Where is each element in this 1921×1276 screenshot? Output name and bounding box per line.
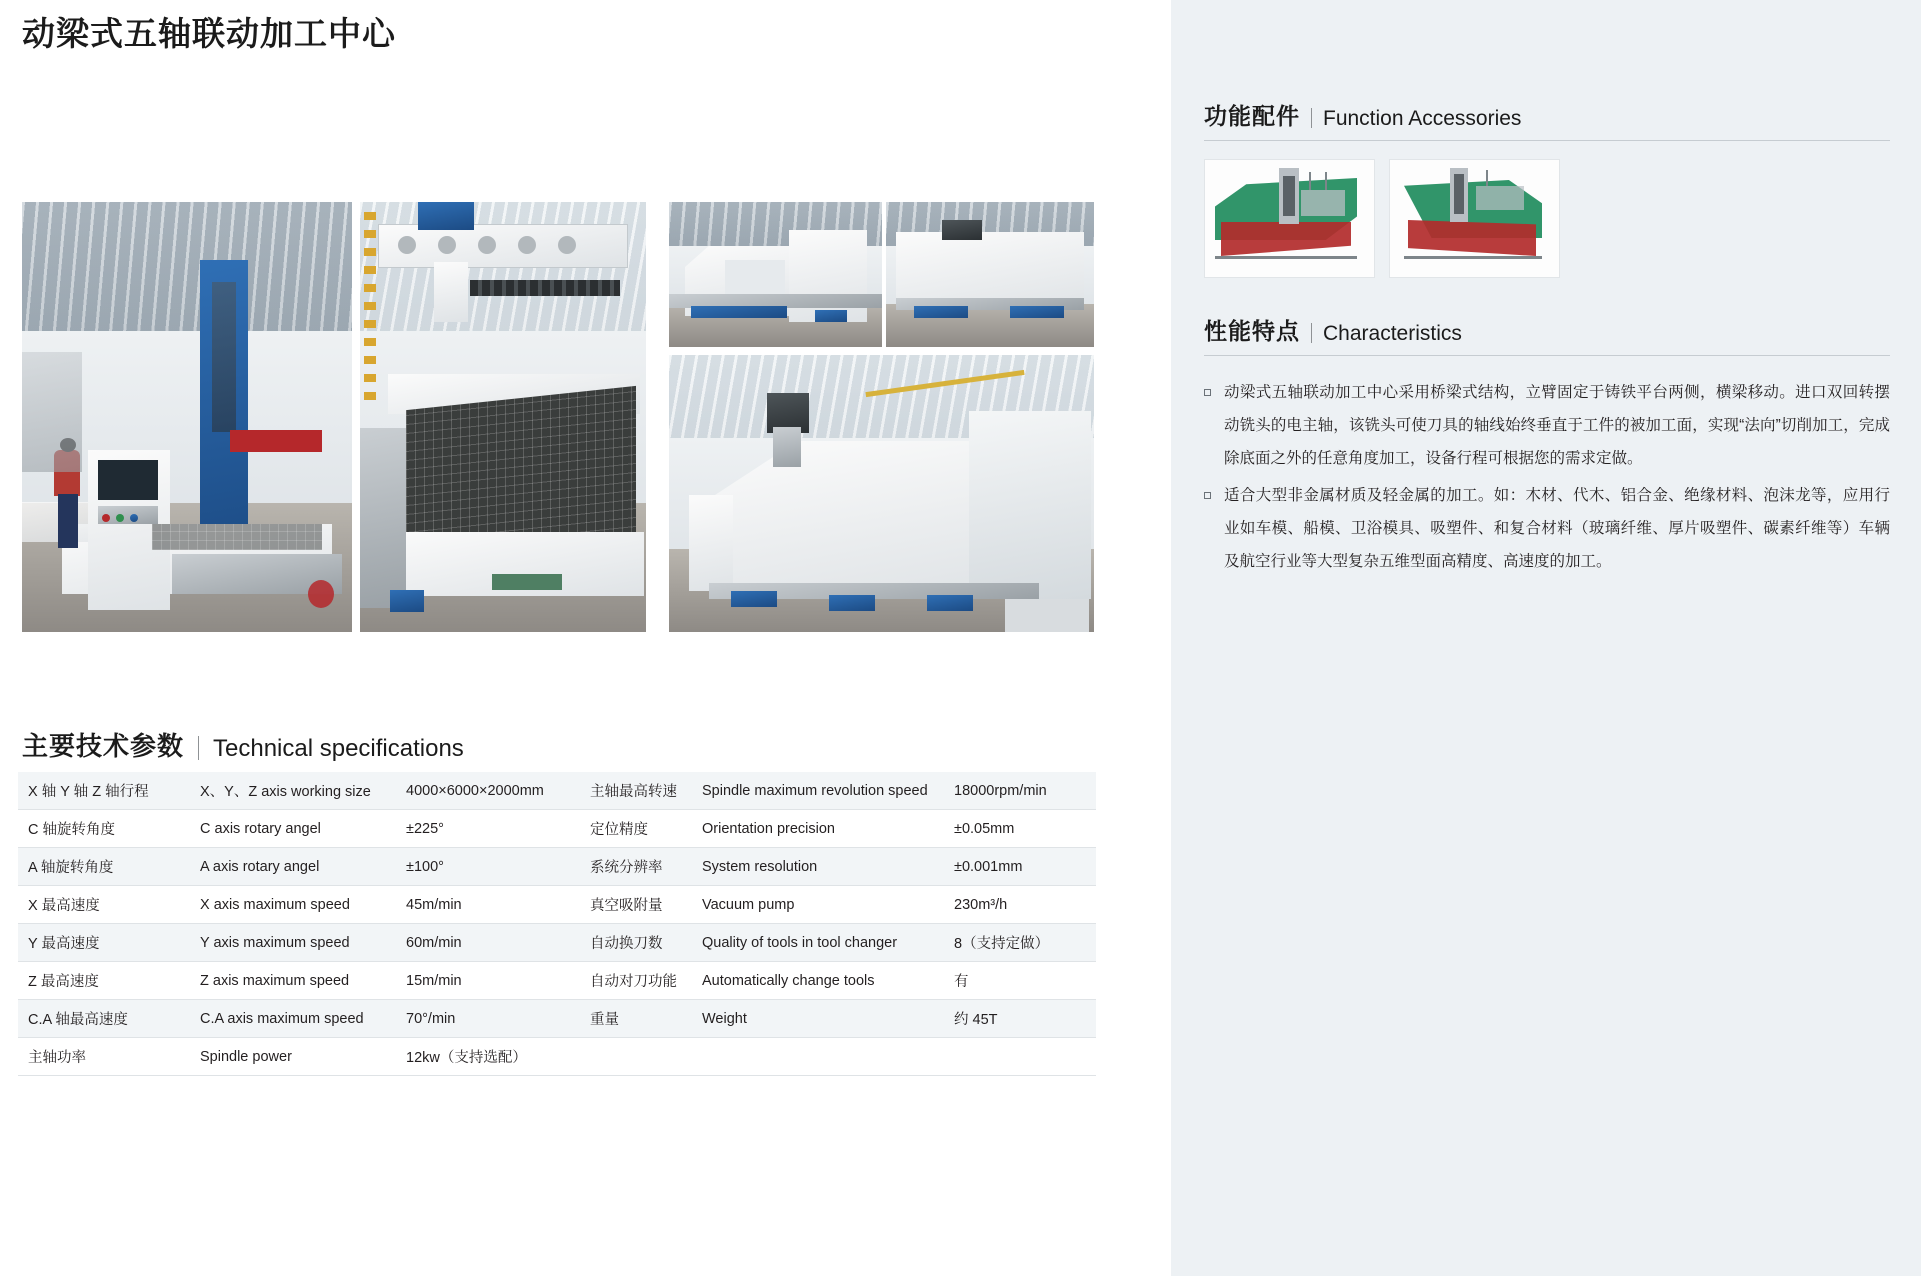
cell-label2-cn: 自动换刀数	[590, 936, 663, 952]
cell-label2-cn: 主轴最高转速	[590, 784, 677, 800]
cell-label-cn: X 最高速度	[28, 898, 100, 914]
section-rule	[1204, 140, 1890, 141]
section-rule	[1204, 355, 1890, 356]
cell-label-en: A axis rotary angel	[200, 858, 320, 875]
heading-divider	[1311, 108, 1312, 128]
cell-label-en: Spindle power	[200, 1048, 292, 1065]
cell-value2: 18000rpm/min	[954, 782, 1047, 799]
cell-label2-cn: 真空吸附量	[590, 898, 663, 914]
cell-label-en: X axis maximum speed	[200, 896, 350, 913]
spec-heading-cn: 主要技术参数	[22, 731, 185, 761]
table-row	[18, 1000, 1096, 1038]
cell-value: ±100°	[406, 858, 444, 875]
photo-gallery	[22, 202, 1094, 632]
cell-value2: 8（支持定做）	[954, 936, 1050, 952]
function-accessories-section	[1204, 98, 1890, 278]
cell-label-en: Y axis maximum speed	[200, 934, 350, 951]
table-row	[18, 1038, 1096, 1076]
cell-value: 45m/min	[406, 896, 462, 913]
cell-label2-cn: 定位精度	[590, 822, 648, 838]
ch-heading-en: Characteristics	[1323, 322, 1462, 345]
cell-label2-en: Weight	[702, 1010, 747, 1027]
cell-label-en: C.A axis maximum speed	[200, 1010, 364, 1027]
technical-specifications-table	[18, 772, 1096, 1076]
list-item-text: 适合大型非金属材质及轻金属的加工。如：木材、代木、铝合金、绝缘材料、泡沫龙等，应用行业如车模、船模、卫浴模具、吸塑件、和复合材料（玻璃纤维、厚片吸塑件、碳素纤维等）车辆及航空行业等大型复杂五维型面高精度、高速度的加工。	[1224, 487, 1890, 570]
list-item	[1204, 376, 1890, 475]
list-item-text: 动梁式五轴联动加工中心采用桥梁式结构，立臂固定于铸铁平台两侧，横梁移动。进口双回转摆动铣头的电主轴，该铣头可使刀具的轴线始终垂直于工件的被加工面，实现“法向”切削加工，完成除底面之外的任意角度加工，设备行程可根据您的需求定做。	[1224, 384, 1890, 467]
cell-value: ±225°	[406, 820, 444, 837]
technical-specifications-heading	[22, 726, 464, 763]
cell-value2: 有	[954, 974, 969, 990]
cell-label2-en: Automatically change tools	[702, 972, 875, 989]
table-row	[18, 924, 1096, 962]
characteristics-list	[1204, 376, 1890, 578]
cell-label2-en: Quality of tools in tool changer	[702, 934, 898, 951]
table-row	[18, 886, 1096, 924]
characteristics-section	[1204, 313, 1890, 582]
table-row	[18, 810, 1096, 848]
cell-value: 70°/min	[406, 1010, 456, 1027]
cell-value: 4000×6000×2000mm	[406, 782, 544, 799]
cell-value2: 约 45T	[954, 1012, 998, 1028]
page-title: 动梁式五轴联动加工中心	[22, 15, 396, 52]
ch-heading-cn: 性能特点	[1204, 318, 1300, 344]
table-row	[18, 772, 1096, 810]
table-row	[18, 962, 1096, 1000]
cell-value2: 230m³/h	[954, 896, 1008, 913]
heading-divider	[1311, 323, 1312, 343]
fa-heading-en: Function Accessories	[1323, 107, 1522, 130]
cell-label-en: C axis rotary angel	[200, 820, 321, 837]
photo-machine-frame	[669, 202, 882, 347]
sidebar-column	[1171, 0, 1921, 1276]
cell-label-en: X、Y、Z axis working size	[200, 784, 371, 800]
cell-label2-en: System resolution	[702, 858, 818, 875]
cell-label-en: Z axis maximum speed	[200, 972, 350, 989]
photo-gantry-table	[360, 202, 646, 632]
cell-label2-en	[696, 1038, 948, 1076]
cell-value2: ±0.05mm	[954, 820, 1015, 837]
function-accessories-renders	[1204, 159, 1890, 278]
spec-heading-en: Technical specifications	[213, 735, 464, 762]
cell-value2	[948, 1038, 1096, 1076]
render-machine-iso-left	[1204, 159, 1375, 278]
render-machine-iso-right	[1389, 159, 1560, 278]
cell-label-cn: C 轴旋转角度	[28, 822, 115, 838]
cell-label-cn: 主轴功率	[28, 1050, 86, 1066]
cell-value: 12kw（支持选配）	[406, 1050, 527, 1066]
cell-label-cn: Z 最高速度	[28, 974, 99, 990]
cell-label2-cn	[584, 1038, 696, 1076]
cell-label-cn: X 轴 Y 轴 Z 轴行程	[28, 784, 149, 800]
square-bullet-icon	[1204, 389, 1211, 396]
table-row	[18, 848, 1096, 886]
cell-value2: ±0.001mm	[954, 858, 1023, 875]
function-accessories-heading	[1204, 98, 1890, 131]
cell-label2-en: Spindle maximum revolution speed	[702, 782, 928, 799]
cell-value: 15m/min	[406, 972, 462, 989]
cell-label2-en: Vacuum pump	[702, 896, 795, 913]
cell-label2-en: Orientation precision	[702, 820, 835, 837]
cell-label-cn: C.A 轴最高速度	[28, 1012, 128, 1028]
fa-heading-cn: 功能配件	[1204, 103, 1300, 129]
square-bullet-icon	[1204, 492, 1211, 499]
list-item	[1204, 479, 1890, 578]
cell-label2-cn: 重量	[590, 1012, 619, 1028]
characteristics-heading	[1204, 313, 1890, 346]
photo-enclosure-side	[886, 202, 1094, 347]
photo-workshop-operator	[22, 202, 352, 632]
cell-label2-cn: 自动对刀功能	[590, 974, 677, 990]
heading-divider	[198, 736, 199, 760]
cell-label2-cn: 系统分辨率	[590, 860, 663, 876]
photo-full-machine	[669, 355, 1094, 632]
cell-label-cn: A 轴旋转角度	[28, 860, 114, 876]
cell-value: 60m/min	[406, 934, 462, 951]
cell-label-cn: Y 最高速度	[28, 936, 100, 952]
